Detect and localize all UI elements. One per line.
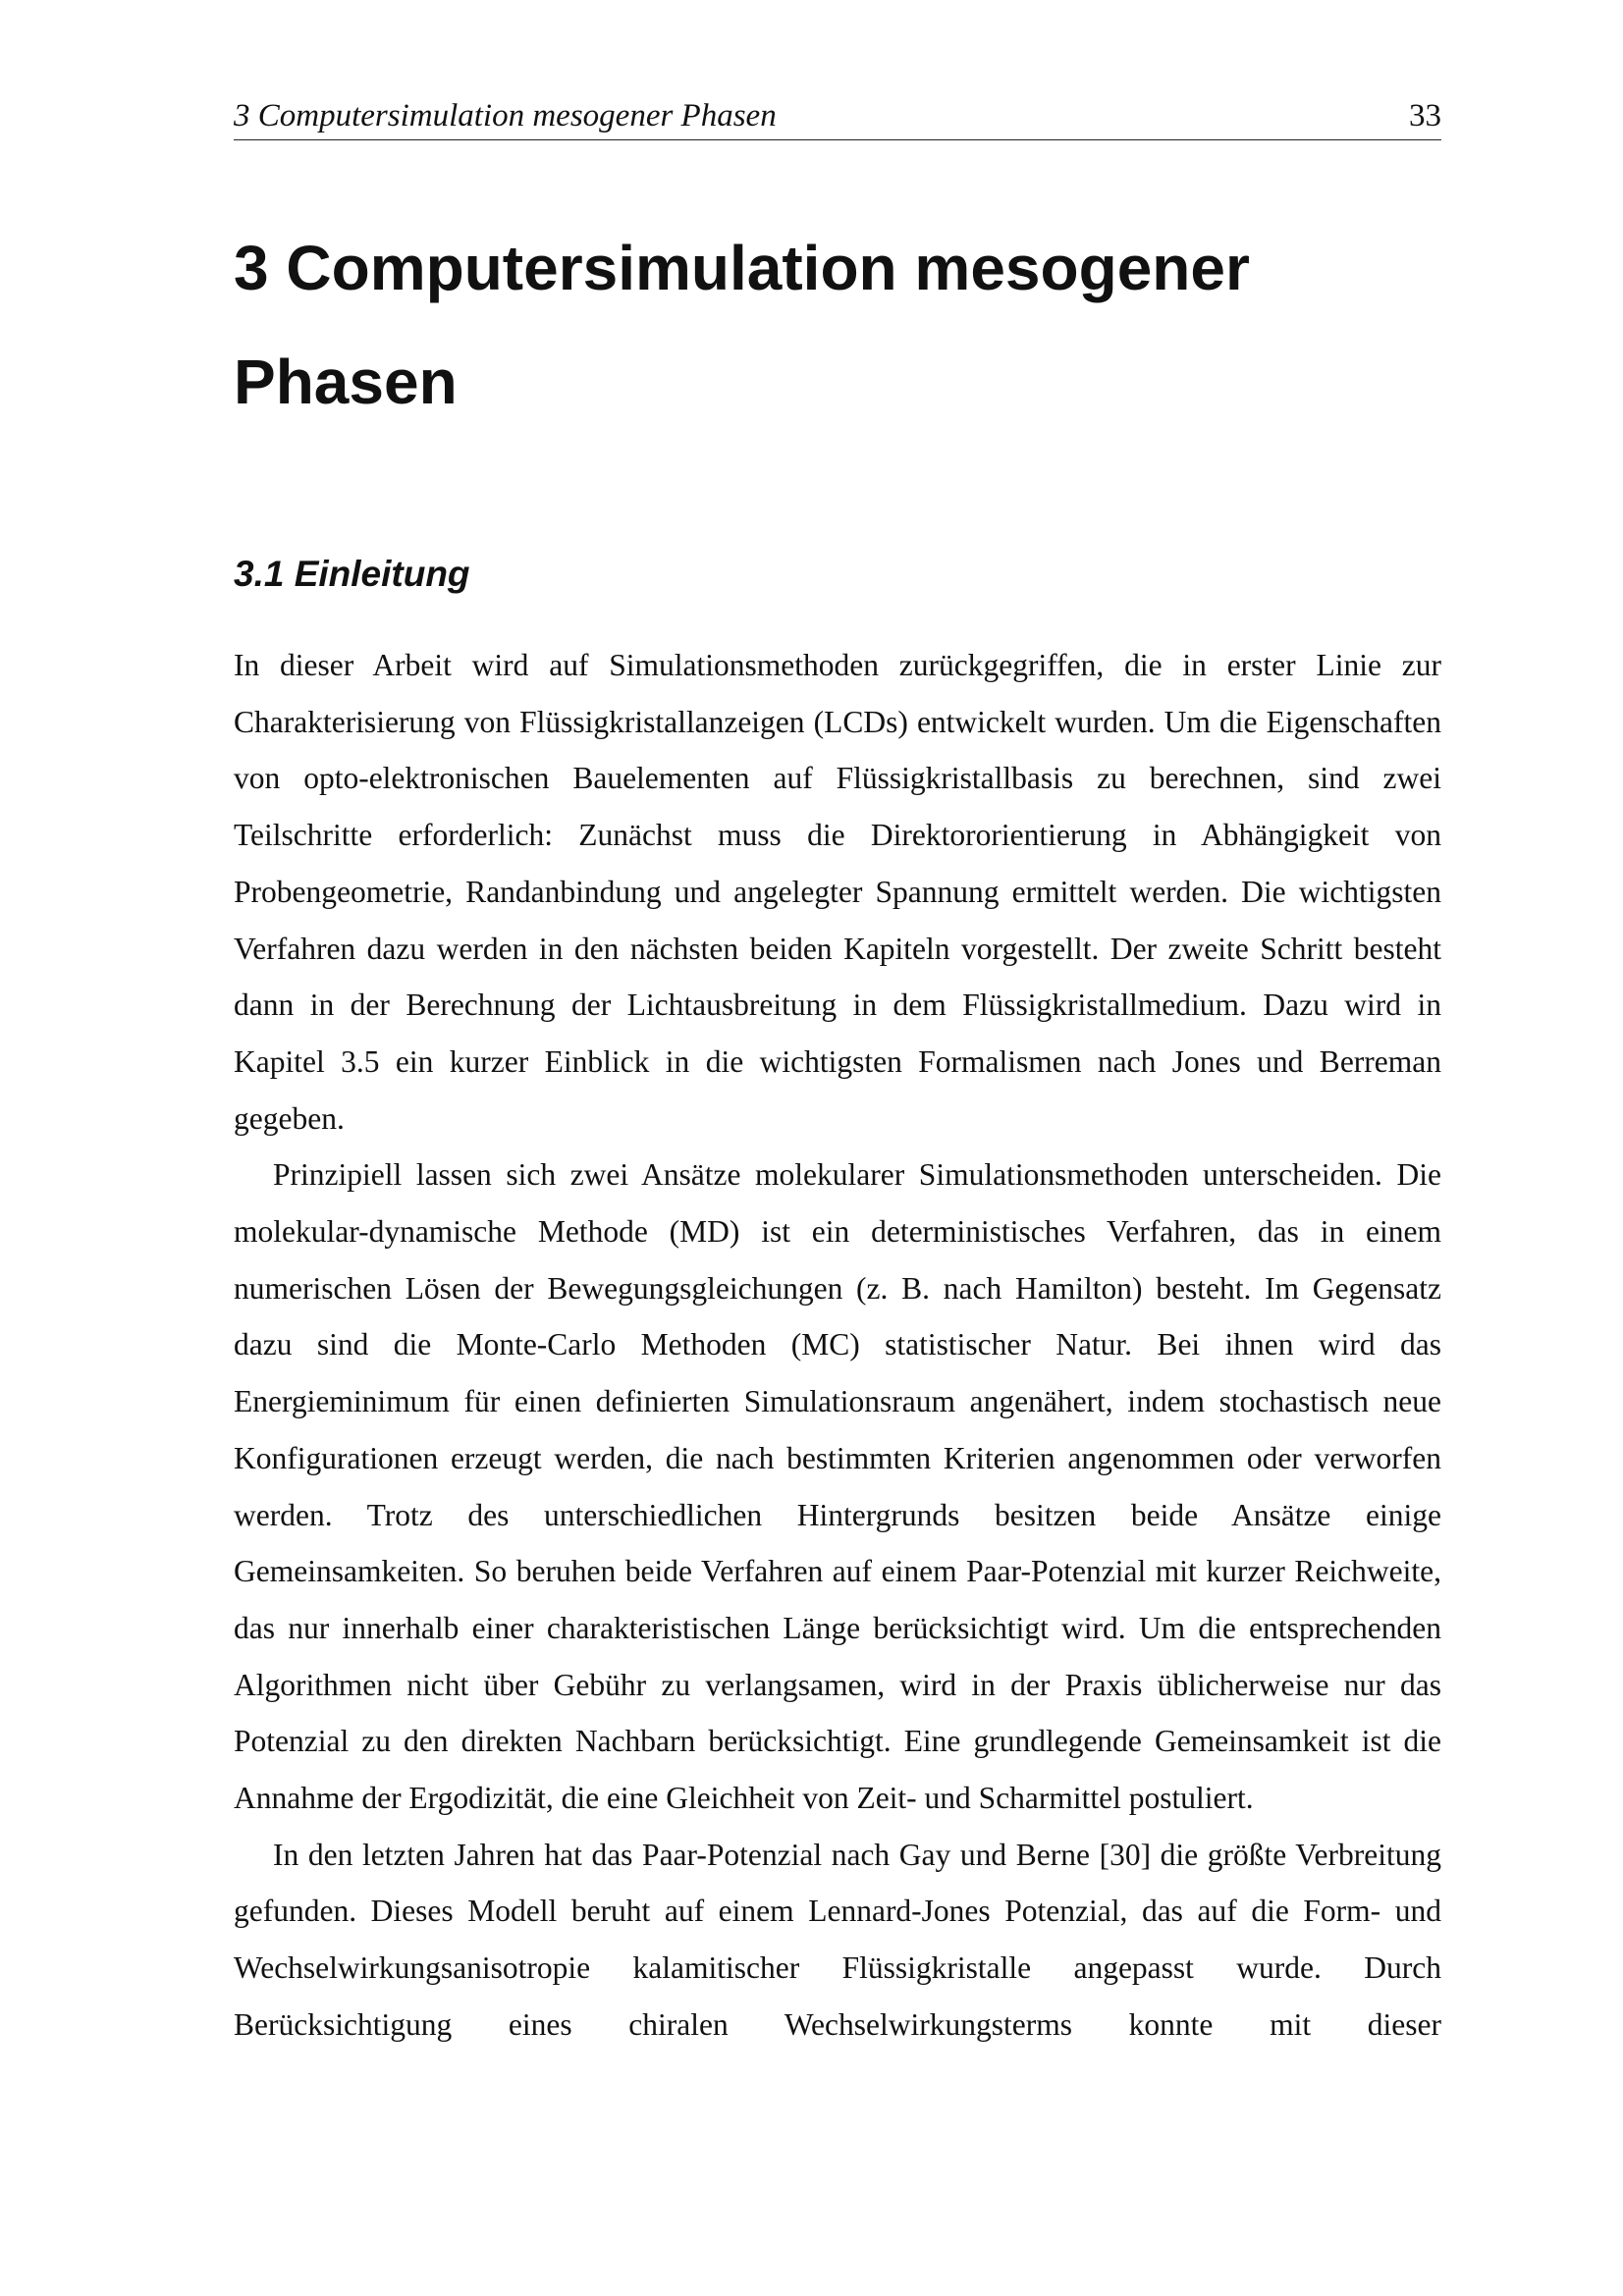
section-title: 3.1 Einleitung [234, 554, 470, 594]
paragraph-3: In den letzten Jahren hat das Paar-Potenzial nach Gay und Berne [30] die größte Verbreitung gefunden. Dieses Modell beruht auf einem Lennard-Jones Potenzial, das auf die Form- und Wechselwirkungsanisotropie kalamitischer Flüssigkristalle angepasst wurde. Durch Berücksichtigung eines chiralen Wechselwirkungsterms konnte mit dieser [234, 1837, 1441, 2042]
document-page [234, 0, 1441, 2296]
chapter-title-line-1: 3 Computersimulation mesogener [234, 233, 1250, 303]
paragraph-1: In dieser Arbeit wird auf Simulationsmethoden zurückgegriffen, die in erster Linie zur Charakterisierung von Flüssigkristallanzeigen (LCDs) entwickelt wurden. Um die Eigenschaften von opto-elektronischen Bauelementen auf Flüssigkristallbasis zu berechnen, sind zwei Teilschritte erforderlich: Zunächst muss die Direktororientierung in Abhängigkeit von Probengeometrie, Randanbindung und angelegter Spannung ermittelt werden. Die wichtigsten Verfahren dazu werden in den nächsten beiden Kapiteln vorgestellt. Der zweite Schritt besteht dann in der Berechnung der Lichtausbreitung in dem Flüssigkristallmedium. Dazu wird in Kapitel 3.5 ein kurzer Einblick in die wichtigsten Formalismen nach Jones und Berreman gegeben. [234, 648, 1441, 1136]
paragraph-2: Prinzipiell lassen sich zwei Ansätze molekularer Simulationsmethoden unterscheiden. Die molekular-dynamische Methode (MD) ist ein deterministisches Verfahren, das in einem numerischen Lösen der Bewegungsgleichungen (z. B. nach Hamilton) besteht. Im Gegensatz dazu sind die Monte-Carlo Methoden (MC) statistischer Natur. Bei ihnen wird das Energieminimum für einen definierten Simulationsraum angenähert, indem stochastisch neue Konfigurationen erzeugt werden, die nach bestimmten Kriterien angenommen oder verworfen werden. Trotz des unterschiedlichen Hintergrunds besitzen beide Ansätze einige Gemeinsamkeiten. So beruhen beide Verfahren auf einem Paar-Potenzial mit kurzer Reichweite, das nur innerhalb einer charakteristischen Länge berücksichtigt wird. Um die entsprechenden Algorithmen nicht über Gebühr zu verlangsamen, wird in der Praxis üblicherweise nur das Potenzial zu den direkten Nachbarn berücksichtigt. Eine grundlegende Gemeinsamkeit ist die Annahme der Ergodizität, die eine Gleichheit von Zeit- und Scharmittel postuliert. [234, 1157, 1441, 1816]
body-text [234, 637, 1441, 2054]
chapter-title [234, 211, 1441, 439]
page-number: 33 [1409, 98, 1441, 133]
running-title: 3 Computersimulation mesogener Phasen [234, 98, 777, 133]
chapter-title-line-2: Phasen [234, 347, 458, 417]
running-header [234, 94, 1441, 140]
